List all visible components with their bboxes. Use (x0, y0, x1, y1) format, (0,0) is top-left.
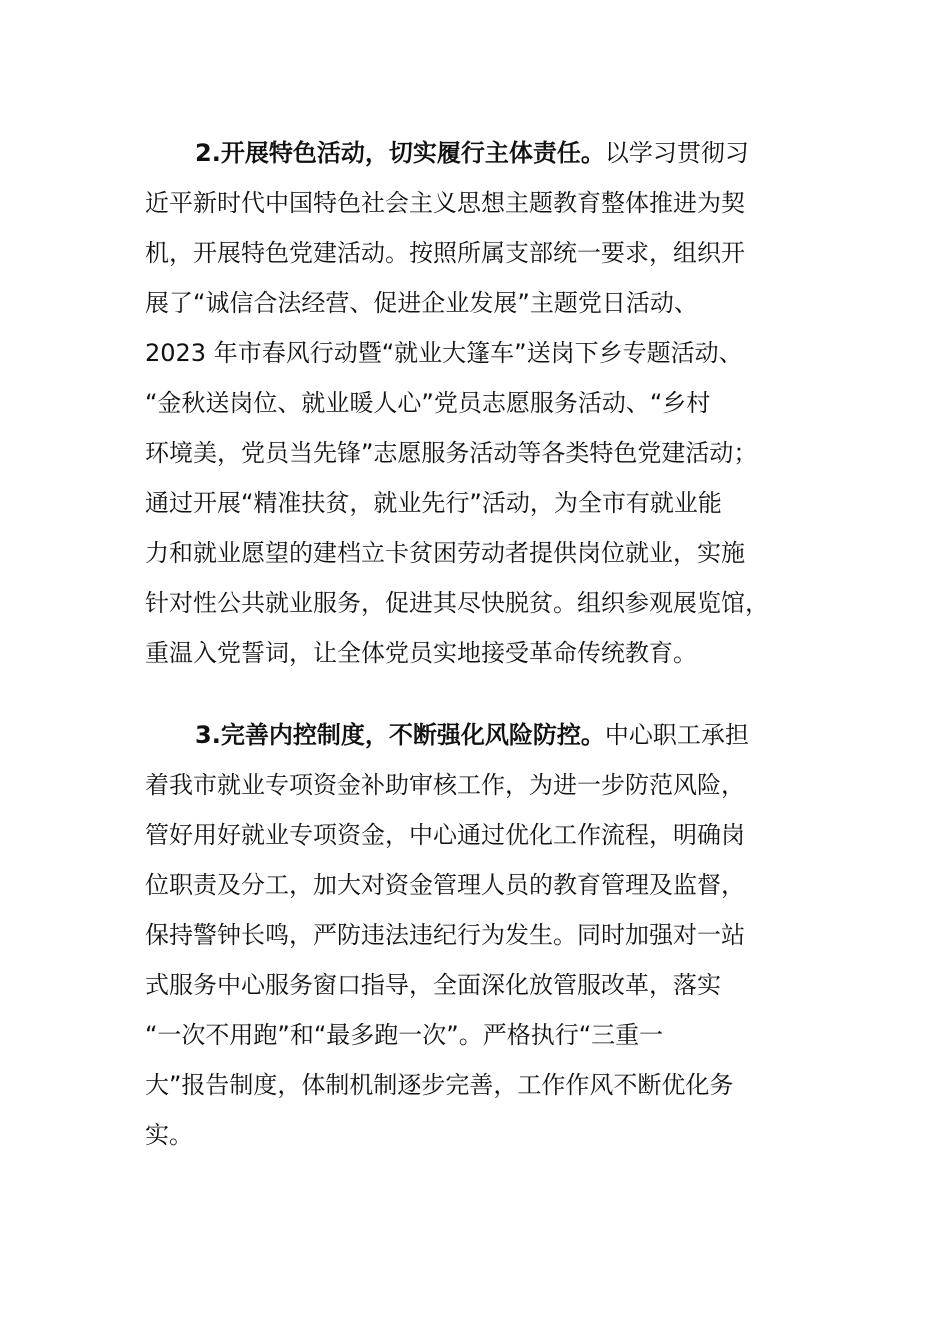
paragraph-line: 大”报告制度，体制机制逐步完善，工作作风不断优化务 (145, 1071, 734, 1099)
paragraph-line: 位职责及分工，加大对资金管理人员的教育管理及监督， (145, 871, 745, 899)
paragraph-line: 保持警钟长鸣，严防违法违纪行为发生。同时加强对一站 (145, 921, 745, 949)
paragraph-line: 实。 (145, 1121, 193, 1149)
paragraph-line: 环境美，党员当先锋”志愿服务活动等各类特色党建活动； (145, 439, 758, 467)
paragraph-line: 着我市就业专项资金补助审核工作，为进一步防范风险， (145, 771, 745, 799)
paragraph-line: 力和就业愿望的建档立卡贫困劳动者提供岗位就业，实施 (145, 539, 745, 567)
paragraph-heading: 3.完善内控制度，不断强化风险防控。 (195, 721, 605, 749)
paragraph-text: 中心职工承担 (604, 721, 749, 749)
paragraph-first-line (145, 128, 810, 178)
paragraph-line: 管好用好就业专项资金，中心通过优化工作流程，明确岗 (145, 821, 745, 849)
paragraph-line: 重温入党誓词，让全体党员实地接受革命传统教育。 (145, 639, 697, 667)
paragraph-text: 以学习贯彻习 (604, 139, 749, 167)
paragraph-line: “一次不用跑”和“最多跑一次”。严格执行“三重一 (145, 1021, 664, 1049)
paragraph-line: 近平新时代中国特色社会主义思想主题教育整体推进为契 (145, 189, 745, 217)
paragraph-line: “金秋送岗位、就业暖人心”党员志愿服务活动、“乡村 (145, 389, 711, 417)
paragraph-line: 2023 年市春风行动暨“就业大篷车”送岗下乡专题活动、 (145, 339, 743, 367)
paragraph-line: 机，开展特色党建活动。按照所属支部统一要求，组织开 (145, 239, 745, 267)
paragraph-2 (145, 128, 810, 678)
paragraph-line: 式服务中心服务窗口指导，全面深化放管服改革，落实 (145, 971, 721, 999)
paragraph-line: 通过开展“精准扶贫，就业先行”活动，为全市有就业能 (145, 489, 722, 517)
paragraph-line: 展了“诚信合法经营、促进企业发展”主题党日活动、 (145, 289, 698, 317)
paragraph-heading: 2.开展特色活动，切实履行主体责任。 (195, 139, 605, 167)
paragraph-first-line (145, 710, 810, 760)
paragraph-line: 针对性公共就业服务，促进其尽快脱贫。组织参观展览馆， (145, 589, 769, 617)
paragraph-3 (145, 710, 810, 1160)
